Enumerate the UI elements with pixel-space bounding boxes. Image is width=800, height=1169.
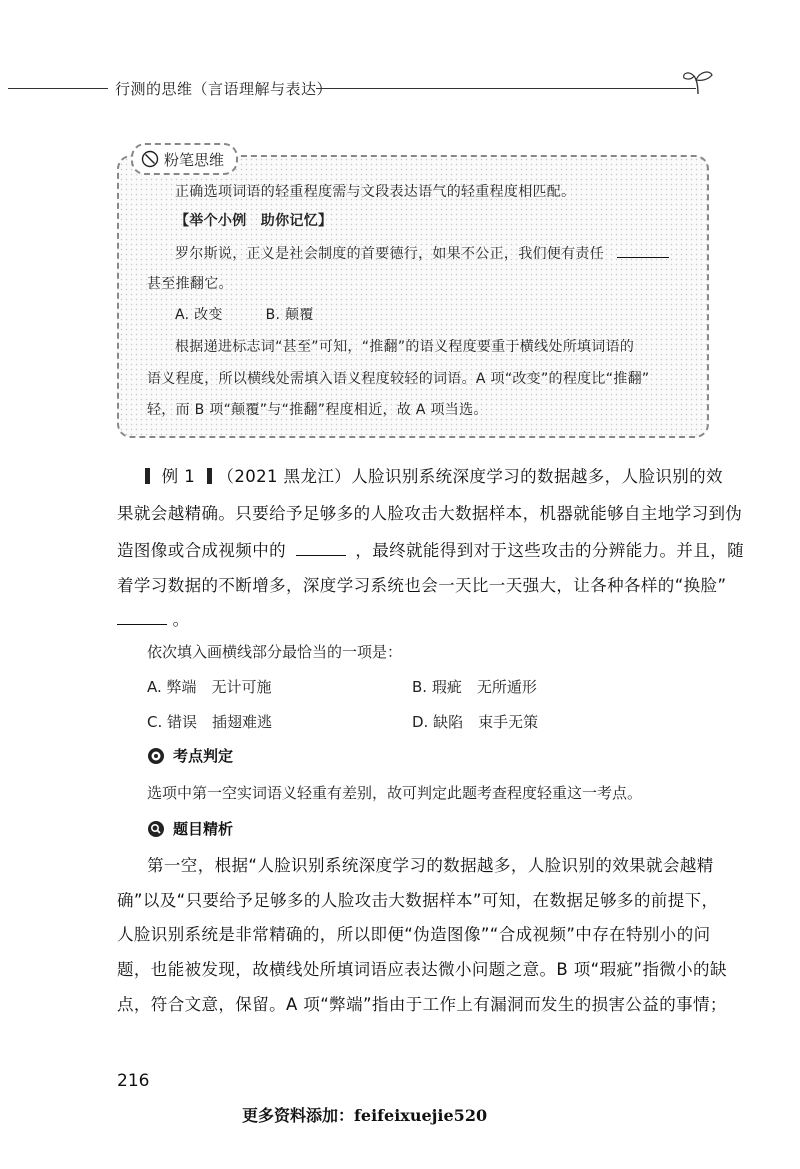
question-line1 bbox=[145, 463, 723, 487]
label-bar-left bbox=[145, 468, 150, 484]
question-line5 bbox=[117, 606, 190, 630]
tip-box-explanation-1: 根据递进标志词“甚至”可知，“推翻”的语义程度要重于横线处所填词语的 bbox=[175, 339, 635, 355]
label-bar-right bbox=[207, 468, 212, 484]
option-b: B. 瑕疵 无所遁形 bbox=[412, 678, 537, 696]
chalk-icon bbox=[141, 150, 159, 168]
header-title: 行测的思维（言语理解与表达） bbox=[115, 80, 333, 98]
section-heading-analysis bbox=[147, 818, 233, 839]
analysis-paragraph-line3: 人脸识别系统是非常精确的，所以即便“伪造图像”“合成视频”中存在特别小的问 bbox=[117, 925, 711, 944]
tip-box-tag-label: 粉笔思维 bbox=[164, 150, 225, 169]
search-icon bbox=[147, 820, 165, 838]
analysis-paragraph-line4: 题，也能被发现，故横线处所填词语应表达微小问题之意。B 项“瑕疵”指微小的缺 bbox=[117, 960, 727, 979]
analysis-paragraph-line1: 第一空，根据“人脸识别系统深度学习的数据越多，人脸识别的效果就会越精 bbox=[147, 856, 714, 875]
option-d: D. 缺陷 束手无策 bbox=[412, 713, 539, 731]
question-text-1: （2021 黑龙江）人脸识别系统深度学习的数据越多，人脸识别的效 bbox=[217, 467, 723, 486]
header-rule-right bbox=[316, 88, 696, 89]
question-line3 bbox=[117, 537, 744, 561]
option-a: A. 弊端 无计可施 bbox=[147, 678, 272, 696]
question-blank-1 bbox=[296, 555, 346, 556]
analysis-point-text: 选项中第一空实词语义轻重有差别，故可判定此题考查程度轻重这一考点。 bbox=[147, 784, 643, 802]
footer-watermark: 更多资料添加：feifeixuejie520 bbox=[242, 1106, 488, 1125]
question-prompt: 依次填入画横线部分最恰当的一项是： bbox=[147, 643, 403, 661]
tip-box-sentence bbox=[175, 243, 669, 263]
tip-box-line1: 正确选项词语的轻重程度需与文段表达语气的轻重程度相匹配。 bbox=[175, 184, 576, 200]
question-label: 例 1 bbox=[161, 467, 196, 486]
tip-box-sentence-part2: 甚至推翻它。 bbox=[147, 276, 233, 292]
question-text-3a: 造图像或合成视频中的 bbox=[117, 541, 286, 560]
tip-box-explanation-2: 语义程度，所以横线处需填入语义程度较轻的词语。A 项“改变”的程度比“推翻” bbox=[147, 371, 650, 387]
analysis-paragraph-line5: 点，符合文意，保留。A 项“弊端”指由于工作上有漏洞而发生的损害公益的事情； bbox=[117, 995, 727, 1014]
question-line2: 果就会越精确。只要给予足够多的人脸攻击大数据样本，机器就能够自主地学习到伪 bbox=[117, 504, 743, 523]
question-line4: 着学习数据的不断增多，深度学习系统也会一天比一天强大，让各种各样的“换脸” bbox=[117, 576, 727, 595]
tip-box-tag bbox=[131, 143, 238, 175]
question-text-3b: ，最终就能得到对于这些攻击的分辨能力。并且，随 bbox=[355, 541, 745, 560]
header-rule-left bbox=[8, 88, 108, 89]
option-c: C. 错误 插翅难逃 bbox=[147, 713, 273, 731]
question-line5-end: 。 bbox=[172, 610, 190, 629]
tip-box-sentence-part1: 罗尔斯说，正义是社会制度的首要德行，如果不公正，我们便有责任 bbox=[175, 246, 604, 262]
question-blank-2 bbox=[117, 624, 167, 625]
running-header bbox=[0, 76, 800, 100]
page-number: 216 bbox=[117, 1071, 150, 1091]
section-heading-point bbox=[147, 745, 233, 766]
tip-box-blank bbox=[617, 257, 669, 258]
section-heading-point-label: 考点判定 bbox=[173, 747, 234, 765]
tip-box-options: A. 改变 B. 颠覆 bbox=[175, 307, 314, 323]
tip-box-explanation-3: 轻，而 B 项“颠覆”与“推翻”程度相近，故 A 项当选。 bbox=[147, 402, 488, 418]
sprout-icon bbox=[680, 68, 716, 96]
analysis-paragraph-line2: 确”以及“只要给予足够多的人脸攻击大数据样本”可知，在数据足够多的前提下， bbox=[117, 891, 719, 910]
target-icon bbox=[147, 747, 165, 765]
tip-box-example-label: 【举个小例 助你记忆】 bbox=[175, 213, 333, 229]
section-heading-analysis-label: 题目精析 bbox=[173, 820, 234, 838]
